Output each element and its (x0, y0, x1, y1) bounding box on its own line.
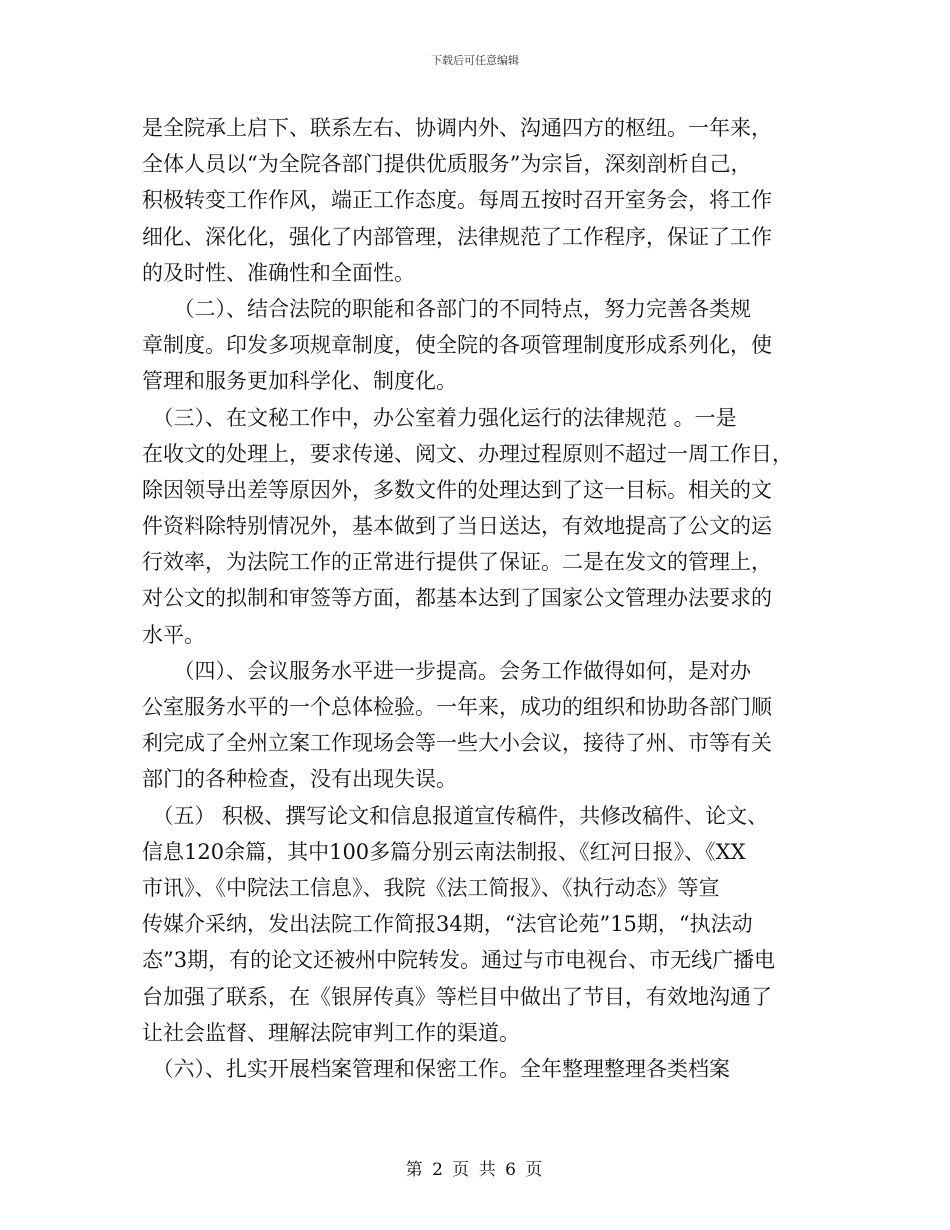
text-line: （六）、扎实开展档案管理和保密工作。全年整理整理各类档案 (142, 1056, 730, 1081)
text-line: 信息120余篇，其中100多篇分别云南法制报、《红河日报》、《XX (142, 839, 746, 864)
text-line: 细化、深化化，强化了内部管理，法律规范了工作程序，保证了工作 (142, 224, 772, 249)
text-line: 部门的各种检查，没有出现失误。 (142, 767, 457, 792)
text-line: 传媒介采纳，发出法院工作简报34期，“法官论苑”15期，“执法动 (142, 912, 753, 937)
text-line: 章制度。印发多项规章制度，使全院的各项管理制度形成系列化，使 (142, 333, 772, 358)
text-line: 公室服务水平的一个总体检验。一年来，成功的组织和协助各部门顺 (142, 695, 772, 719)
text-line: 件资料除特别情况外，基本做到了当日送达，有效地提高了公文的运 (142, 514, 772, 539)
text-line: 管理和服务更加科学化、制度化。 (142, 369, 457, 394)
text-line: 让社会监督、理解法院审判工作的渠道。 (142, 1020, 520, 1045)
text-line: 态”3期，有的论文还被州中院转发。通过与市电视台、市无线广播电 (142, 948, 776, 973)
text-line: 的及时性、准确性和全面性。 (142, 260, 415, 285)
text-line: 利完成了全州立案工作现场会等一些大小会议，接待了州、市等有关 (142, 731, 772, 756)
text-line: 对公文的拟制和审签等方面，都基本达到了国家公文管理办法要求的 (142, 586, 772, 611)
text-line: 行效率，为法院工作的正常进行提供了保证。二是在发文的管理上， (142, 550, 772, 575)
text-line: （五） 积极、撰写论文和信息报道宣传稿件，共修改稿件、论文、 (142, 803, 769, 828)
text-line: （三）、在文秘工作中，办公室着力强化运行的法律规范 。一是 (142, 405, 737, 430)
text-line: （四）、会议服务水平进一步提高。会务工作做得如何，是对办 (142, 658, 751, 683)
text-line: 在收文的处理上，要求传递、阅文、办理过程原则不超过一周工作日， (142, 441, 793, 466)
text-line: 积极转变工作作风，端正工作态度。每周五按时召开室务会，将工作 (142, 188, 772, 213)
page-footer: 第 2 页 共 6 页 (405, 1160, 545, 1180)
text-line: （二）、结合法院的职能和各部门的不同特点，努力完善各类规 (142, 296, 751, 321)
text-line: 水平。 (142, 622, 205, 647)
text-line: 除因领导出差等原因外，多数文件的处理达到了这一目标。相关的文 (142, 477, 772, 502)
body-text (142, 110, 822, 1087)
text-line: 市讯》、《中院法工信息》、我院《法工简报》、《执行动态》等宣 (142, 875, 720, 900)
text-line: 台加强了联系，在《银屏传真》等栏目中做出了节目，有效地沟通了 (142, 984, 772, 1009)
page-header: 下载后可任意编辑 (431, 54, 519, 67)
text-line: 是全院承上启下、联系左右、协调内外、沟通四方的枢纽。一年来， (142, 116, 772, 140)
text-line: 全体人员以“为全院各部门提供优质服务”为宗旨，深刻剖析自己， (142, 152, 752, 177)
